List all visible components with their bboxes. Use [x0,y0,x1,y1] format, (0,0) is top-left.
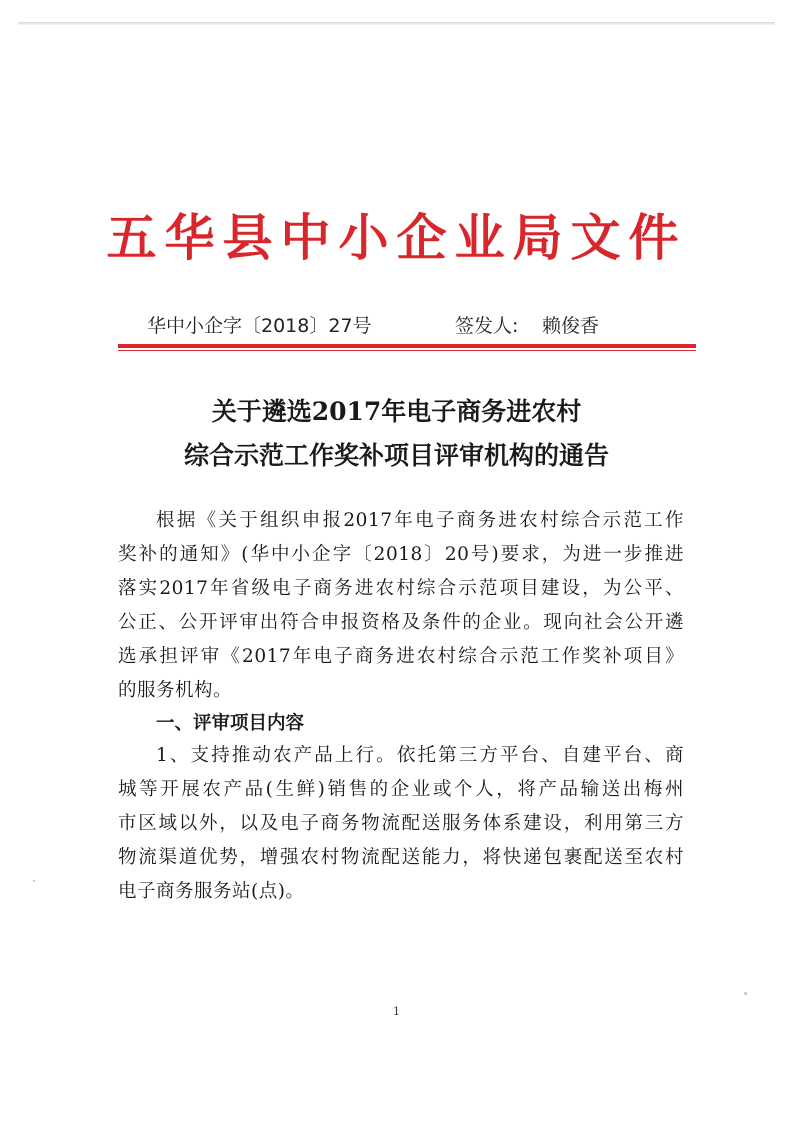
signer-name: 赖俊香 [542,315,600,337]
paragraph-line: 公正、公开评审出符合申报资格及条件的企业。现向社会公开遴 [118,612,684,633]
paragraph-line: 城等开展农产品(生鲜)销售的企业或个人，将产品输送出梅州 [118,779,684,800]
body-paragraph-2 [118,739,684,909]
paragraph-line: 市区域以外，以及电子商务物流配送服务体系建设，利用第三方 [118,813,684,834]
paragraph-line: 的服务机构。 [118,680,233,701]
paragraph-line: 1、支持推动农产品上行。依托第三方平台、自建平台、商 [156,745,684,766]
notice-title-line-1: 关于遴选2017年电子商务进农村 [211,397,582,426]
signer-label: 签发人: [455,315,519,337]
body-paragraph-1 [118,504,684,708]
scan-speck [33,880,35,882]
scan-edge-shadow [18,22,775,25]
scan-speck [744,992,747,995]
paragraph-line: 物流渠道优势，增强农村物流配送能力，将快递包裹配送至农村 [118,847,684,868]
notice-title-line-2: 综合示范工作奖补项目评审机构的通告 [183,441,609,470]
masthead-title: 五华县中小企业局文件 [106,209,687,267]
document-number: 华中小企字〔2018〕27号 [147,315,372,337]
red-divider-thick [118,344,696,348]
paragraph-line: 落实2017年省级电子商务进农村综合示范项目建设，为公平、 [118,578,684,599]
paragraph-line: 根据《关于组织申报2017年电子商务进农村综合示范工作 [156,510,684,531]
paragraph-line: 选承担评审《2017年电子商务进农村综合示范工作奖补项目》 [118,646,684,667]
paragraph-line: 奖补的通知》(华中小企字〔2018〕20号)要求，为进一步推进 [118,544,684,565]
red-divider-thin [118,350,696,351]
page-number: 1 [393,1005,400,1018]
section-heading: 一、评审项目内容 [156,713,305,734]
paragraph-line: 电子商务服务站(点)。 [118,881,305,902]
